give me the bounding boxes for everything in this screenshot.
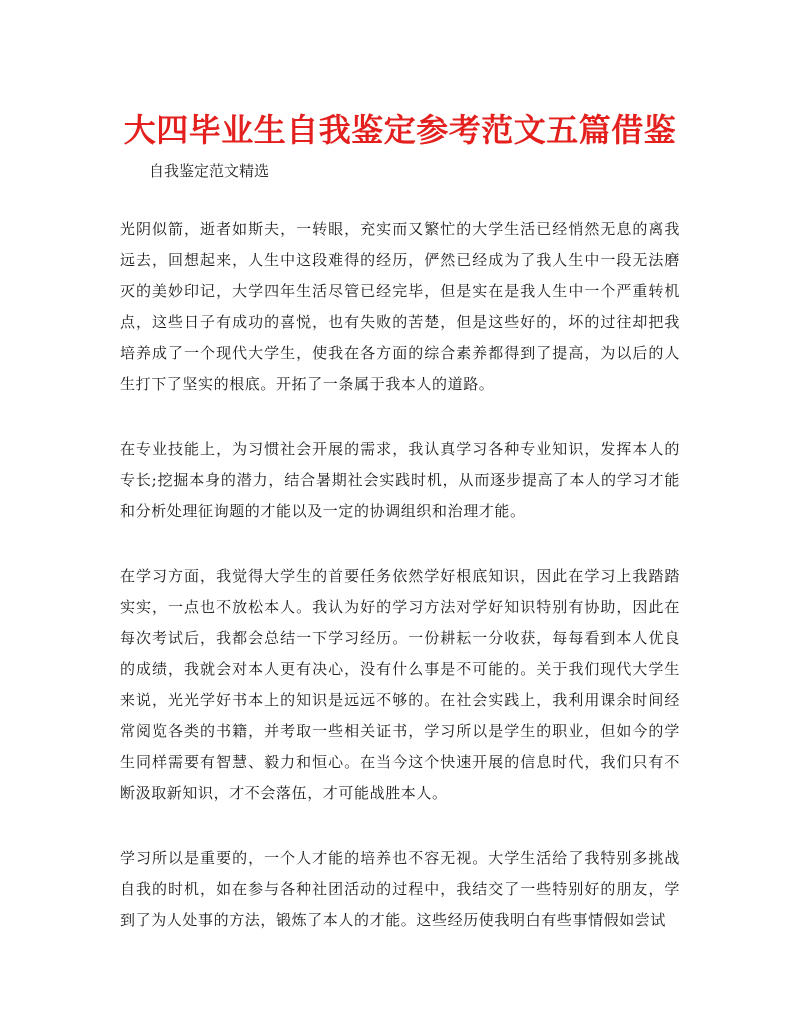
- document-subtitle: 自我鉴定范文精选: [149, 162, 270, 180]
- paragraph-4: 学习所以是重要的，一个人才能的培养也不容无视。大学生活给了我特别多挑战自我的时机，如在参与各种社团活动的过程中，我结交了一些特别好的朋友，学到了为人处事的方法，锻炼了本人的才能。这些经历使我明白有些事情假如尝试: [120, 849, 680, 929]
- document-title: 大四毕业生自我鉴定参考范文五篇借鉴: [123, 111, 677, 149]
- paragraph-3: 在学习方面，我觉得大学生的首要任务依然学好根底知识，因此在学习上我踏踏实实，一点也不放松本人。我认为好的学习方法对学好知识特别有协助，因此在每次考试后，我都会总结一下学习经历。一份耕耘一分收获，每每看到本人优良的成绩，我就会对本人更有决心，没有什么事是不可能的。关于我们现代大学生来说，光光学好书本上的知识是远远不够的。在社会实践上，我利用课余时间经常阅览各类的书籍，并考取一些相关证书，学习所以是学生的职业，但如今的学生同样需要有智慧、毅力和恒心。在当今这个快速开展的信息时代，我们只有不断汲取新知识，才不会落伍，才可能战胜本人。: [120, 567, 680, 802]
- paragraph-1: 光阴似箭，逝者如斯夫，一转眼，充实而又繁忙的大学生活已经悄然无息的离我远去，回想起来，人生中这段难得的经历，俨然已经成为了我人生中一段无法磨灭的美妙印记，大学四年生活尽管已经完毕，但是实在是我人生中一个严重转机点，这些日子有成功的喜悦，也有失败的苦楚，但是这些好的，坏的过往却把我培养成了一个现代大学生，使我在各方面的综合素养都得到了提高，为以后的人生打下了坚实的根底。开拓了一条属于我本人的道路。: [120, 220, 680, 393]
- paragraph-2: 在专业技能上，为习惯社会开展的需求，我认真学习各种专业知识，发挥本人的专长;挖掘本身的潜力，结合暑期社会实践时机，从而逐步提高了本人的学习才能和分析处理征询题的才能以及一定的协调组织和治理才能。: [120, 440, 680, 520]
- document-body: [120, 214, 680, 970]
